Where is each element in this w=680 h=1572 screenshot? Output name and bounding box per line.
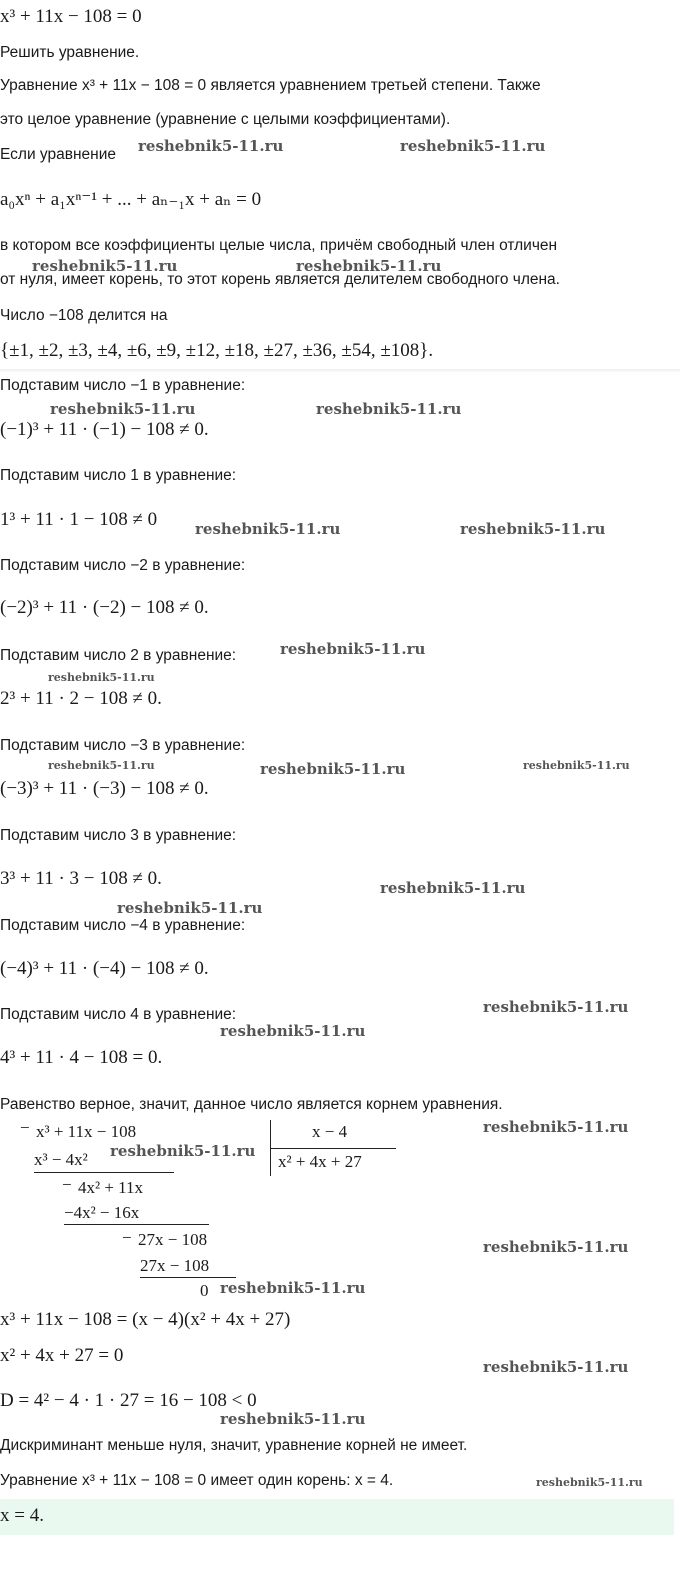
watermark: reshebnik5-11.ru	[280, 640, 426, 658]
sub-3-equation: 3³ + 11 · 3 − 108 ≠ 0.	[0, 868, 162, 889]
watermark: reshebnik5-11.ru	[260, 760, 406, 778]
watermark: reshebnik5-11.ru	[50, 400, 196, 418]
watermark: reshebnik5-11.ru	[380, 879, 526, 897]
watermark: reshebnik5-11.ru	[195, 520, 341, 538]
theorem-line-1: в котором все коэффициенты целые числа, причём свободный член отличен	[0, 237, 558, 254]
watermark: reshebnik5-11.ru	[220, 1279, 366, 1297]
division-quotient: x² + 4x + 27	[278, 1152, 362, 1171]
answer-text: x = 4.	[0, 1505, 44, 1526]
sub-3-label: Подставим число 3 в уравнение:	[0, 827, 237, 844]
section-divider	[0, 369, 680, 373]
watermark: reshebnik5-11.ru	[400, 137, 546, 155]
intro-line-2: это целое уравнение (уравнение с целыми коэффициентами).	[0, 111, 451, 128]
quadratic-equation: x² + 4x + 27 = 0	[0, 1345, 124, 1366]
sub-minus1-label: Подставим число −1 в уравнение:	[0, 377, 246, 394]
divisors-intro: Число −108 делится на	[0, 307, 168, 324]
division-minus-1: −	[20, 1118, 30, 1137]
watermark: reshebnik5-11.ru	[523, 759, 630, 772]
watermark: reshebnik5-11.ru	[483, 998, 629, 1016]
watermark: reshebnik5-11.ru	[483, 1238, 629, 1256]
general-form: a₀xⁿ + a₁xⁿ⁻¹ + ... + aₙ₋₁x + aₙ = 0	[0, 189, 262, 210]
division-subtrahend-1: x³ − 4x²	[34, 1150, 88, 1169]
sub-1-equation: 1³ + 11 · 1 − 108 ≠ 0	[0, 509, 158, 530]
division-remainder-2: 27x − 108	[138, 1230, 208, 1249]
watermark: reshebnik5-11.ru	[117, 899, 263, 917]
division-remainder-final: 0	[200, 1281, 209, 1300]
division-divisor: x − 4	[312, 1122, 348, 1141]
intro-line-1: Уравнение x³ + 11x − 108 = 0 является уравнением третьей степени. Также	[0, 77, 541, 94]
answer-box	[0, 1499, 674, 1535]
watermark: reshebnik5-11.ru	[138, 137, 284, 155]
watermark: reshebnik5-11.ru	[110, 1142, 256, 1160]
sub-2-equation: 2³ + 11 · 2 − 108 ≠ 0.	[0, 688, 162, 709]
watermark: reshebnik5-11.ru	[483, 1358, 629, 1376]
division-subtrahend-3: 27x − 108	[140, 1256, 210, 1275]
root-found-text: Равенство верное, значит, данное число является корнем уравнения.	[0, 1096, 503, 1113]
sub-4-equation: 4³ + 11 · 4 − 108 = 0.	[0, 1047, 163, 1068]
sub-2-label: Подставим число 2 в уравнение:	[0, 647, 237, 664]
if-equation-label: Если уравнение	[0, 146, 116, 163]
solve-label: Решить уравнение.	[0, 44, 140, 61]
discriminant: D = 4² − 4 · 1 · 27 = 16 − 108 < 0	[0, 1390, 257, 1411]
division-underline-3	[140, 1277, 236, 1278]
factored-form: x³ + 11x − 108 = (x − 4)(x² + 4x + 27)	[0, 1309, 291, 1330]
sub-minus4-label: Подставим число −4 в уравнение:	[0, 917, 246, 934]
watermark: reshebnik5-11.ru	[220, 1410, 366, 1428]
watermark: reshebnik5-11.ru	[48, 671, 155, 684]
divisors-set: {±1, ±2, ±3, ±4, ±6, ±9, ±12, ±18, ±27, ±36, ±54, ±108}.	[0, 340, 434, 361]
division-subtrahend-2: −4x² − 16x	[64, 1203, 140, 1222]
watermark: reshebnik5-11.ru	[48, 759, 155, 772]
division-minus-2: −	[62, 1175, 72, 1194]
sub-minus2-equation: (−2)³ + 11 · (−2) − 108 ≠ 0.	[0, 597, 209, 618]
watermark: reshebnik5-11.ru	[296, 257, 442, 275]
watermark: reshebnik5-11.ru	[316, 400, 462, 418]
sub-minus1-equation: (−1)³ + 11 · (−1) − 108 ≠ 0.	[0, 419, 209, 440]
division-remainder-1: 4x² + 11x	[78, 1178, 144, 1197]
sub-minus2-label: Подставим число −2 в уравнение:	[0, 557, 246, 574]
final-statement: Уравнение x³ + 11x − 108 = 0 имеет один корень: x = 4.	[0, 1472, 394, 1489]
division-underline-1	[34, 1172, 174, 1173]
sub-minus4-equation: (−4)³ + 11 · (−4) − 108 ≠ 0.	[0, 958, 209, 979]
watermark: reshebnik5-11.ru	[220, 1022, 366, 1040]
watermark: reshebnik5-11.ru	[32, 257, 178, 275]
division-minus-3: −	[122, 1228, 132, 1247]
sub-minus3-equation: (−3)³ + 11 · (−3) − 108 ≠ 0.	[0, 778, 209, 799]
division-bar-horizontal	[270, 1148, 396, 1149]
division-underline-2	[64, 1224, 209, 1225]
sub-4-label: Подставим число 4 в уравнение:	[0, 1006, 237, 1023]
watermark: reshebnik5-11.ru	[536, 1476, 643, 1489]
watermark: reshebnik5-11.ru	[460, 520, 606, 538]
division-dividend: x³ + 11x − 108	[36, 1122, 137, 1141]
sub-minus3-label: Подставим число −3 в уравнение:	[0, 737, 246, 754]
theorem-line-2: от нуля, имеет корень, то этот корень является делителем свободного члена.	[0, 271, 560, 288]
equation-title: x³ + 11x − 108 = 0	[0, 6, 142, 27]
sub-1-label: Подставим число 1 в уравнение:	[0, 467, 237, 484]
watermark: reshebnik5-11.ru	[483, 1118, 629, 1136]
discriminant-conclusion: Дискриминант меньше нуля, значит, уравнение корней не имеет.	[0, 1437, 468, 1454]
